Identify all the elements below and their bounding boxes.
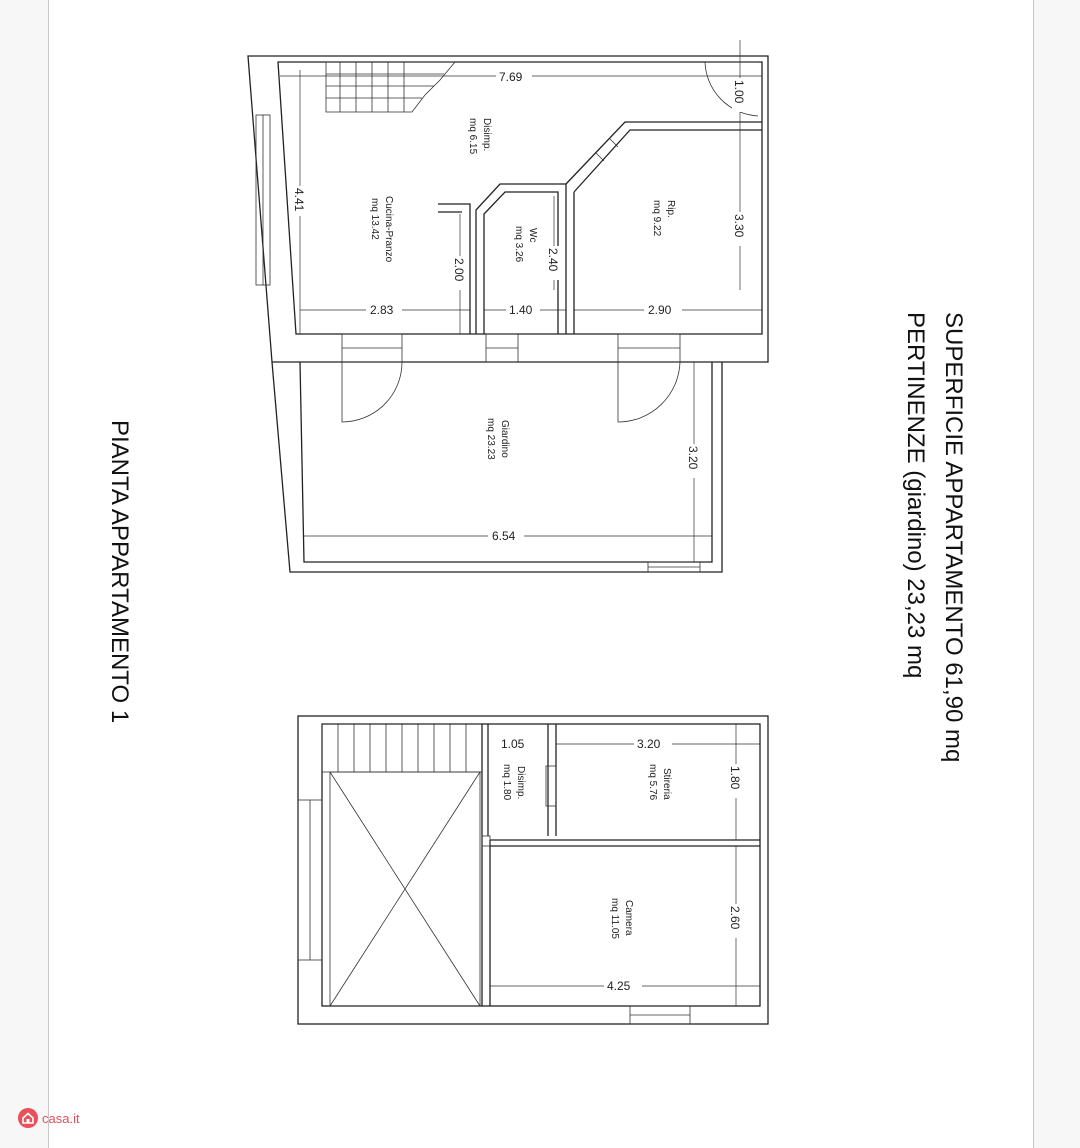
label-cucina-name: Cucina-Pranzo: [383, 196, 394, 263]
label-wc-name: Wc: [527, 228, 538, 243]
label-disimp2-area: mq 1.80: [501, 764, 512, 801]
dim-door-width: 1.00: [732, 80, 746, 104]
title-pertinenze: PERTINENZE (giardino) 23,23 mq: [902, 312, 929, 679]
label-giardino-area: mq 23.23: [485, 418, 496, 460]
dim-left-depth: 4.41: [292, 188, 306, 212]
dim-camera-depth: 2.60: [728, 906, 742, 930]
floor-1-dimensions: [280, 40, 762, 562]
dim-wc-depth: 2.40: [546, 248, 560, 272]
floor-2-plan: [298, 716, 768, 1024]
floor-2-outer-wall: [298, 716, 768, 1024]
title-pianta: PIANTA APPARTAMENTO 1: [106, 420, 133, 724]
label-cucina-area: mq 13.42: [369, 198, 380, 240]
label-disimp2-name: Disimp.: [515, 766, 526, 800]
dim-stireria-width: 3.20: [637, 737, 661, 751]
stairs-floor-2: [322, 724, 482, 772]
door-swing-rip: [618, 362, 680, 422]
house-icon: [18, 1108, 38, 1128]
label-rip-area: mq 9.22: [651, 200, 662, 237]
label-camera-area: mq 11.05: [609, 898, 620, 939]
floor-2-inner-wall: [322, 724, 760, 1006]
label-disimp-area: mq 6.15: [467, 118, 478, 155]
door-swing-cucina: [342, 362, 402, 422]
ripostiglio-wall: [566, 122, 762, 184]
label-camera-name: Camera: [623, 900, 634, 936]
dim-rip-depth: 3.30: [732, 214, 746, 238]
dimension-values: [292, 70, 748, 993]
label-rip-name: Rip.: [665, 200, 676, 218]
title-superficie: SUPERFICIE APPARTAMENTO 61,90 mq: [940, 312, 967, 763]
floor-1-inner-wall: [278, 62, 762, 334]
dim-top-width: 7.69: [499, 70, 523, 84]
dim-cucina-width: 2.83: [370, 303, 394, 317]
dim-cucina-partition: 2.00: [452, 258, 466, 282]
label-stireria-name: Stireria: [661, 768, 672, 800]
label-giardino-name: Giardino: [499, 420, 510, 458]
dim-wc-width: 1.40: [509, 303, 533, 317]
room-labels: [369, 118, 676, 939]
entry-door: [705, 62, 758, 116]
logo-text: casa.it: [42, 1110, 80, 1126]
label-stireria-area: mq 5.76: [647, 764, 658, 801]
casa-it-logo: [18, 1107, 80, 1129]
dim-stireria-depth: 1.80: [728, 766, 742, 790]
floor-2-dimensions: [490, 724, 760, 1006]
titles: [106, 312, 967, 762]
label-disimp-name: Disimp.: [481, 118, 492, 152]
dim-giardino-depth: 3.20: [686, 446, 700, 470]
stairs-floor-1: [326, 62, 455, 112]
dim-rip-width: 2.90: [648, 303, 672, 317]
dim-giardino-width: 6.54: [492, 529, 516, 543]
label-wc-area: mq 3.26: [513, 226, 524, 263]
dim-disimp2-width: 1.05: [501, 737, 525, 751]
dim-camera-width: 4.25: [607, 979, 631, 993]
